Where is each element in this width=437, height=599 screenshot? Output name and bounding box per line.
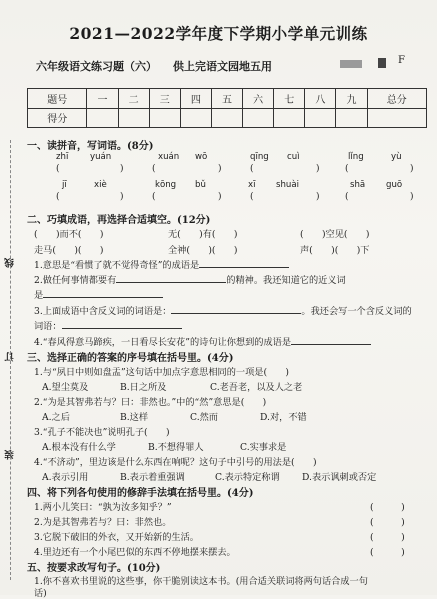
s2-q2-text-b: 的精神。我还知道它的近义词 <box>226 275 346 286</box>
pinyin: lǐng <box>348 152 364 162</box>
redacted-mark <box>378 58 386 68</box>
idiom-blank[interactable]: 走马( )( ) <box>34 245 104 256</box>
s2-q1-text: 1.意思是“看惯了就不觉得奇怪”的成语是 <box>34 260 200 271</box>
score-header-cell: 三 <box>149 89 180 109</box>
section-1-heading: 一、读拼音，写词语。(8分) <box>27 141 154 152</box>
pinyin: qīng <box>250 152 269 162</box>
s2-q3-text: 3.上面成语中含反义词的词语是： <box>34 306 172 317</box>
paren-close: ) <box>316 192 320 202</box>
paren-open: ( <box>345 192 349 202</box>
pinyin: xiè <box>94 180 107 190</box>
option[interactable]: D.表示讽刺或否定 <box>302 472 377 483</box>
s2-q3-text-b: 。我还会写一个含反义词的 <box>301 306 412 317</box>
s4-item: 1.两小儿笑曰：“孰为汝多知乎？” <box>34 502 172 513</box>
option[interactable]: A.根本没有什么学 <box>42 442 116 453</box>
s4-item: 4.里边还有一个小尾巴似的东西不停地摆来摆去。 <box>34 547 236 558</box>
s4-answer-paren[interactable]: ( ) <box>370 532 405 543</box>
s2-q4-text: 4.“春风得意马蹄疾，一日看尽长安花”的诗句让你想到的成语是 <box>34 337 292 348</box>
pinyin: guō <box>386 180 403 190</box>
pinyin: yuán <box>90 152 112 162</box>
answer-line[interactable] <box>291 335 371 345</box>
paren-open: ( <box>152 164 156 174</box>
score-row-label: 得分 <box>28 108 87 128</box>
subtitle-row <box>36 58 272 74</box>
score-header-cell: 八 <box>305 89 336 109</box>
s3-q4: 4.“不济动”，里边该是什么东西在响呢？这句子中引号的用法是( ) <box>34 457 317 468</box>
score-header-cell: 六 <box>243 89 274 109</box>
s4-answer-paren[interactable]: ( ) <box>370 517 405 528</box>
paren-close: ) <box>316 164 320 174</box>
answer-line[interactable] <box>62 319 182 329</box>
s2-q2-cont <box>34 287 163 301</box>
paren-close: ) <box>120 192 124 202</box>
option[interactable]: A.之后 <box>42 412 70 423</box>
answer-line[interactable] <box>43 288 163 298</box>
pinyin: xī <box>248 180 256 190</box>
pinyin: shā <box>350 180 366 190</box>
s4-item: 3.它脱下破旧的外衣，又开始新的生活。 <box>34 532 199 543</box>
option[interactable]: A.表示引用 <box>42 472 89 483</box>
pinyin: yù <box>391 152 402 162</box>
pinyin: zhī <box>56 152 69 162</box>
option[interactable]: C.然而 <box>190 412 218 423</box>
answer-line[interactable] <box>171 304 301 314</box>
s2-q3 <box>34 303 412 317</box>
option[interactable]: B.这样 <box>120 412 149 423</box>
idiom-blank[interactable]: 声( )( )下 <box>300 245 370 256</box>
s2-q2-text: 2.做任何事情都要有 <box>34 275 117 286</box>
pinyin: cuì <box>287 152 300 162</box>
pinyin: jī <box>62 180 67 190</box>
s2-q3-text-c: 词语： <box>34 321 62 332</box>
paren-open: ( <box>56 192 60 202</box>
binding-label-staple: 订 <box>5 352 16 362</box>
binding-label-bind: 装 <box>5 450 16 460</box>
option[interactable]: C.实事求是 <box>240 442 287 453</box>
score-value-row <box>28 108 427 128</box>
score-header-cell: 七 <box>274 89 305 109</box>
paren-close: ) <box>120 164 124 174</box>
score-cell[interactable] <box>305 108 336 128</box>
score-cell[interactable] <box>118 108 149 128</box>
idiom-blank[interactable]: ( )空见( ) <box>300 229 370 240</box>
s2-q4 <box>34 334 371 348</box>
s5-q1-cont: 话) <box>34 588 47 599</box>
s5-q1: 1.你不喜欢书里说的这些事，你干脆别读这本书。(用合适关联词将两句话合成一句 <box>34 576 368 587</box>
score-header-cell: 题号 <box>28 89 87 109</box>
option[interactable]: A.望尘莫及 <box>42 382 89 393</box>
pinyin: xuán <box>158 152 180 162</box>
score-header-cell: 一 <box>87 89 118 109</box>
unit-label: 供上完语文园地五用 <box>173 60 272 73</box>
s4-answer-paren[interactable]: ( ) <box>370 547 405 558</box>
s4-item: 2.为是其智弗若与？曰：非然也。 <box>34 517 172 528</box>
score-header-cell: 九 <box>336 89 367 109</box>
paren-open: ( <box>345 164 349 174</box>
score-cell[interactable] <box>367 108 426 128</box>
paren-close: ) <box>218 164 222 174</box>
score-cell[interactable] <box>180 108 211 128</box>
paren-open: ( <box>152 192 156 202</box>
redacted-block <box>340 60 362 68</box>
paren-close: ) <box>218 192 222 202</box>
score-table <box>27 88 427 128</box>
option[interactable]: B.日之所及 <box>120 382 167 393</box>
score-header-cell: 总分 <box>367 89 426 109</box>
paren-open: ( <box>250 192 254 202</box>
idiom-blank[interactable]: 全神( )( ) <box>168 245 238 256</box>
pinyin: wō <box>195 152 208 162</box>
paren-close: ) <box>410 192 414 202</box>
paren-close: ) <box>410 164 414 174</box>
s2-q2 <box>34 272 346 286</box>
option[interactable]: C.表示特定称谓 <box>215 472 280 483</box>
option[interactable]: B.表示着重强调 <box>120 472 185 483</box>
option[interactable]: D.对，不错 <box>260 412 307 423</box>
option[interactable]: B.不想得罪人 <box>148 442 204 453</box>
s2-q3-cont <box>34 318 182 332</box>
pinyin: shuài <box>276 180 300 190</box>
idiom-blank[interactable]: ( )而不( ) <box>34 229 104 240</box>
s2-q1 <box>34 257 289 271</box>
paren-open: ( <box>250 164 254 174</box>
score-cell[interactable] <box>149 108 180 128</box>
s3-q1: 1.与“夙日中则如盘盂”这句话中加点字意思相同的一项是( ) <box>34 367 290 378</box>
score-cell[interactable] <box>274 108 305 128</box>
answer-line[interactable] <box>199 258 289 268</box>
section-4-heading: 四、将下列各句使用的修辞手法填在括号里。(4分) <box>27 488 254 499</box>
subtitle: 六年级语文练习题（六） <box>36 60 157 73</box>
idiom-blank[interactable]: 无( )有( ) <box>168 229 238 240</box>
score-header-cell: 四 <box>180 89 211 109</box>
option[interactable]: C.老吾老，以及人之老 <box>210 382 303 393</box>
score-header-row <box>28 89 427 109</box>
score-cell[interactable] <box>243 108 274 128</box>
paren-open: ( <box>56 164 60 174</box>
score-cell[interactable] <box>87 108 118 128</box>
page-title: 2021—2022学年度下学期小学单元训练 <box>69 24 368 43</box>
score-header-cell: 五 <box>211 89 242 109</box>
section-3-heading: 三、选择正确的答案的序号填在括号里。(4分) <box>27 353 234 364</box>
s3-q3: 3.“孔子不能决也”说明孔子( ) <box>34 427 170 438</box>
pinyin: kōng <box>155 180 177 190</box>
score-cell[interactable] <box>336 108 367 128</box>
binding-dashed-line <box>10 140 12 580</box>
pinyin: bǔ <box>195 180 206 190</box>
binding-label-line: 线 <box>5 258 16 268</box>
s4-answer-paren[interactable]: ( ) <box>370 502 405 513</box>
s3-q2: 2.“为是其智弗若与？曰：非然也。”中的“然”意思是( ) <box>34 397 267 408</box>
score-header-cell: 二 <box>118 89 149 109</box>
section-2-heading: 二、巧填成语，再选择合适填空。(12分) <box>27 215 211 226</box>
corner-mark: F <box>398 55 405 66</box>
answer-line[interactable] <box>116 273 226 283</box>
s2-q2-text-c: 是 <box>34 290 44 301</box>
section-5-heading: 五、按要求改写句子。(10分) <box>27 563 161 574</box>
score-cell[interactable] <box>211 108 242 128</box>
